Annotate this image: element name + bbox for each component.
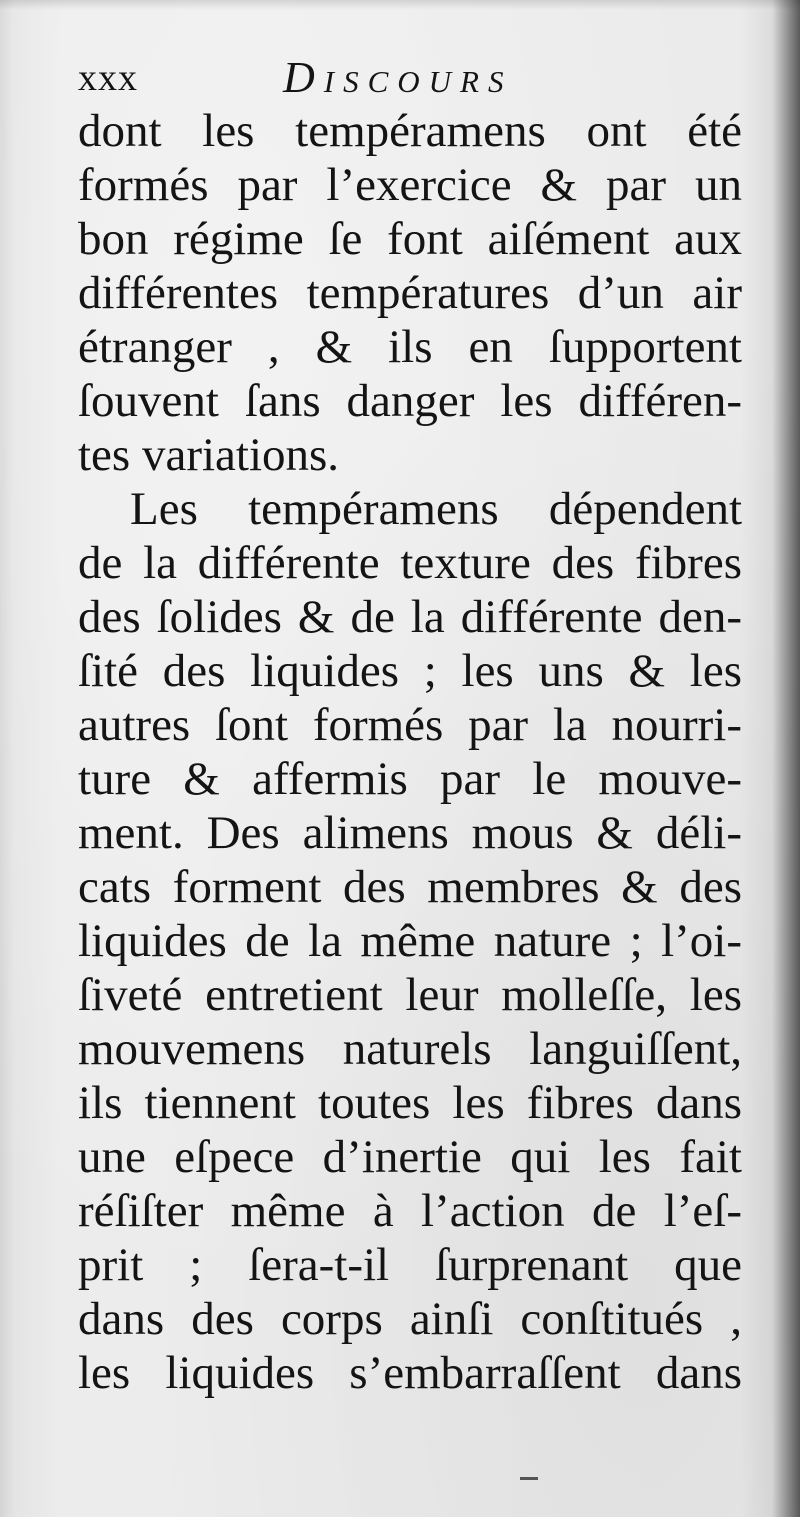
paragraph-start-line: Les tempéramens dépendent xyxy=(130,483,742,535)
text-line: ment. Des alimens mous & déli- xyxy=(78,807,742,859)
text-line: ils tiennent toutes les fibres dans xyxy=(78,1077,742,1129)
running-title: Discours xyxy=(283,53,513,102)
text-line: différentes températures d’un air xyxy=(78,267,742,319)
text-line: réſiſter même à l’action de l’eſ- xyxy=(78,1185,742,1237)
page-number: xxx xyxy=(78,57,138,99)
text-line: de la différente texture des fibres xyxy=(78,537,742,589)
text-line: liquides de la même nature ; l’oi- xyxy=(78,915,742,967)
printer-mark xyxy=(520,1477,538,1480)
text-line: étranger , & ils en ſupportent xyxy=(78,321,742,373)
text-line: cats forment des membres & des xyxy=(78,861,742,913)
text-line: prit ; ſera-t-il ſurprenant que xyxy=(78,1239,742,1291)
text-line: une eſpece d’inertie qui les fait xyxy=(78,1131,742,1183)
text-line: des ſolides & de la différente den- xyxy=(78,591,742,643)
text-line: ſité des liquides ; les uns & les xyxy=(78,645,742,697)
text-line: formés par l’exercice & par un xyxy=(78,159,742,211)
page-header xyxy=(78,54,558,104)
text-line: autres ſont formés par la nourri- xyxy=(78,699,742,751)
text-line: mouvemens naturels languiſſent, xyxy=(78,1023,742,1075)
text-line: bon régime ſe font aiſément aux xyxy=(78,213,742,265)
text-line: les liquides s’embarraſſent dans xyxy=(78,1347,742,1399)
text-line: dans des corps ainſi conſtitués , xyxy=(78,1293,742,1345)
page-edge-shadow xyxy=(0,0,800,10)
body-text xyxy=(78,104,742,1400)
text-line: ture & affermis par le mouve- xyxy=(78,753,742,805)
text-line: ſiveté entretient leur molleſſe, les xyxy=(78,969,742,1021)
text-line: dont les tempéramens ont été xyxy=(78,105,742,157)
paragraph-end-line: tes variations. xyxy=(78,429,340,481)
text-line: ſouvent ſans danger les différen- xyxy=(78,375,742,427)
